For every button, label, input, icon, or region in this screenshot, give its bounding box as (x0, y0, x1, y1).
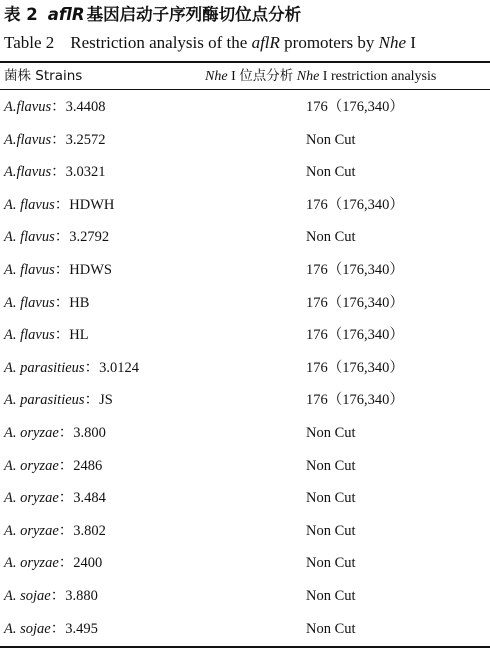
species-name: A. oryzae (4, 424, 59, 441)
strain-id: HB (69, 294, 90, 311)
strain-sep: ： (58, 457, 74, 474)
strain-id: HL (69, 327, 89, 344)
strain-id: 3.2572 (65, 131, 106, 148)
restriction-result: 176（176,340） (306, 327, 404, 344)
table-number-cn: 表 2 (4, 5, 38, 24)
restriction-result: Non Cut (306, 229, 356, 246)
title-cn-text: 基因启动子序列酶切位点分析 (86, 5, 302, 24)
strain-id: HDWH (69, 196, 115, 213)
strain-sep: ： (50, 620, 66, 637)
restriction-result: 176（176,340） (306, 99, 404, 115)
strain-id: 3.495 (65, 620, 98, 637)
species-name: A. oryzae (4, 522, 59, 539)
species-name: A. flavus (4, 294, 55, 311)
table-row (0, 450, 490, 483)
table-row (0, 156, 490, 189)
strain-sep: ： (54, 261, 70, 278)
strain-sep: ： (51, 99, 66, 115)
bottom-rule (0, 646, 490, 648)
strain-sep: ： (58, 490, 74, 507)
strain-sep: ： (58, 555, 74, 572)
species-name: A.flavus (4, 99, 52, 115)
table-row (0, 613, 490, 646)
title-en-roman: I (410, 33, 416, 52)
restriction-result: Non Cut (306, 131, 356, 148)
restriction-result: 176（176,340） (306, 359, 404, 376)
strain-cell (4, 189, 114, 222)
restriction-result: Non Cut (306, 620, 356, 637)
table-row (0, 580, 490, 613)
strain-cell (4, 319, 89, 352)
table-row (0, 124, 490, 157)
table-row (0, 287, 490, 320)
table-row (0, 352, 490, 385)
strain-cell (4, 450, 102, 483)
table-title-english (4, 30, 488, 56)
table-row (0, 482, 490, 515)
strain-cell (4, 352, 139, 385)
strain-sep: ： (58, 424, 74, 441)
strain-id: 3.0321 (65, 164, 106, 181)
strain-id: 3.2792 (69, 229, 110, 246)
strain-sep: ： (50, 587, 66, 604)
strain-sep: ： (54, 229, 70, 246)
table-row (0, 417, 490, 450)
table-row (0, 189, 490, 222)
table-body (0, 91, 490, 645)
species-name: A. parasitieus (4, 359, 85, 376)
header-rule (0, 89, 490, 90)
table-row (0, 515, 490, 548)
strain-sep: ： (84, 392, 100, 409)
table-row (0, 384, 490, 417)
gene-name: aflR (47, 5, 85, 24)
table-row (0, 221, 490, 254)
restriction-result: 176（176,340） (306, 294, 404, 311)
strain-id: 3.802 (73, 522, 106, 539)
header-restriction: Nhe I 位点分析 Nhe I restriction analysis (205, 68, 437, 84)
restriction-result: Non Cut (306, 555, 356, 572)
strain-cell (4, 124, 106, 157)
strain-id: 2486 (73, 457, 103, 474)
table-row (0, 319, 490, 352)
species-name: A.flavus (4, 164, 52, 181)
strain-cell (4, 91, 106, 124)
strain-sep: ： (51, 164, 66, 181)
strain-sep: ： (58, 522, 74, 539)
strain-cell (4, 221, 109, 254)
strain-sep: ： (54, 196, 70, 213)
species-name: A. flavus (4, 261, 55, 278)
strain-id: 3.0124 (99, 359, 139, 376)
title-en-middle: promoters by (284, 33, 375, 52)
restriction-result: Non Cut (306, 164, 356, 181)
table-number-en: Table 2 (4, 33, 55, 52)
restriction-result: 176（176,340） (306, 196, 404, 213)
species-name: A. flavus (4, 196, 55, 213)
species-name: A. sojae (4, 620, 51, 637)
strain-cell (4, 482, 106, 515)
strain-id: JS (99, 392, 113, 409)
strain-cell (4, 417, 106, 450)
strain-sep: ： (54, 294, 70, 311)
species-name: A.flavus (4, 131, 52, 148)
species-name: A. oryzae (4, 457, 59, 474)
strain-cell (4, 287, 89, 320)
strain-cell (4, 384, 113, 417)
strain-sep: ： (54, 327, 70, 344)
strain-cell (4, 515, 106, 548)
restriction-result: 176（176,340） (306, 392, 404, 409)
strain-sep: ： (51, 131, 66, 148)
species-name: A. sojae (4, 587, 51, 604)
strain-cell (4, 613, 98, 646)
table-row (0, 547, 490, 580)
restriction-result: Non Cut (306, 457, 356, 474)
species-name: A. parasitieus (4, 392, 85, 409)
strain-sep: ： (84, 359, 100, 376)
table-title-chinese (4, 2, 488, 28)
species-name: A. oryzae (4, 490, 59, 507)
restriction-result: Non Cut (306, 490, 356, 507)
species-name: A. flavus (4, 229, 55, 246)
title-en-enzyme: Nhe (378, 33, 406, 52)
strain-cell (4, 547, 102, 580)
strain-cell (4, 254, 112, 287)
strain-id: 3.800 (73, 424, 106, 441)
strain-id: 2400 (73, 555, 103, 572)
restriction-result: Non Cut (306, 587, 356, 604)
strain-cell (4, 156, 106, 189)
strain-id: 3.4408 (65, 99, 106, 115)
title-en-before: Restriction analysis of the (70, 33, 248, 52)
table-row (0, 91, 490, 124)
restriction-result: Non Cut (306, 424, 356, 441)
title-en-gene: aflR (251, 33, 280, 52)
restriction-result: 176（176,340） (306, 261, 404, 278)
species-name: A. oryzae (4, 555, 59, 572)
strain-cell (4, 580, 98, 613)
strain-id: HDWS (69, 261, 112, 278)
header-strains: 菌株 Strains (4, 68, 83, 84)
strain-id: 3.484 (73, 490, 106, 507)
restriction-result: Non Cut (306, 522, 356, 539)
strain-id: 3.880 (65, 587, 98, 604)
species-name: A. flavus (4, 327, 55, 344)
table-row (0, 254, 490, 287)
